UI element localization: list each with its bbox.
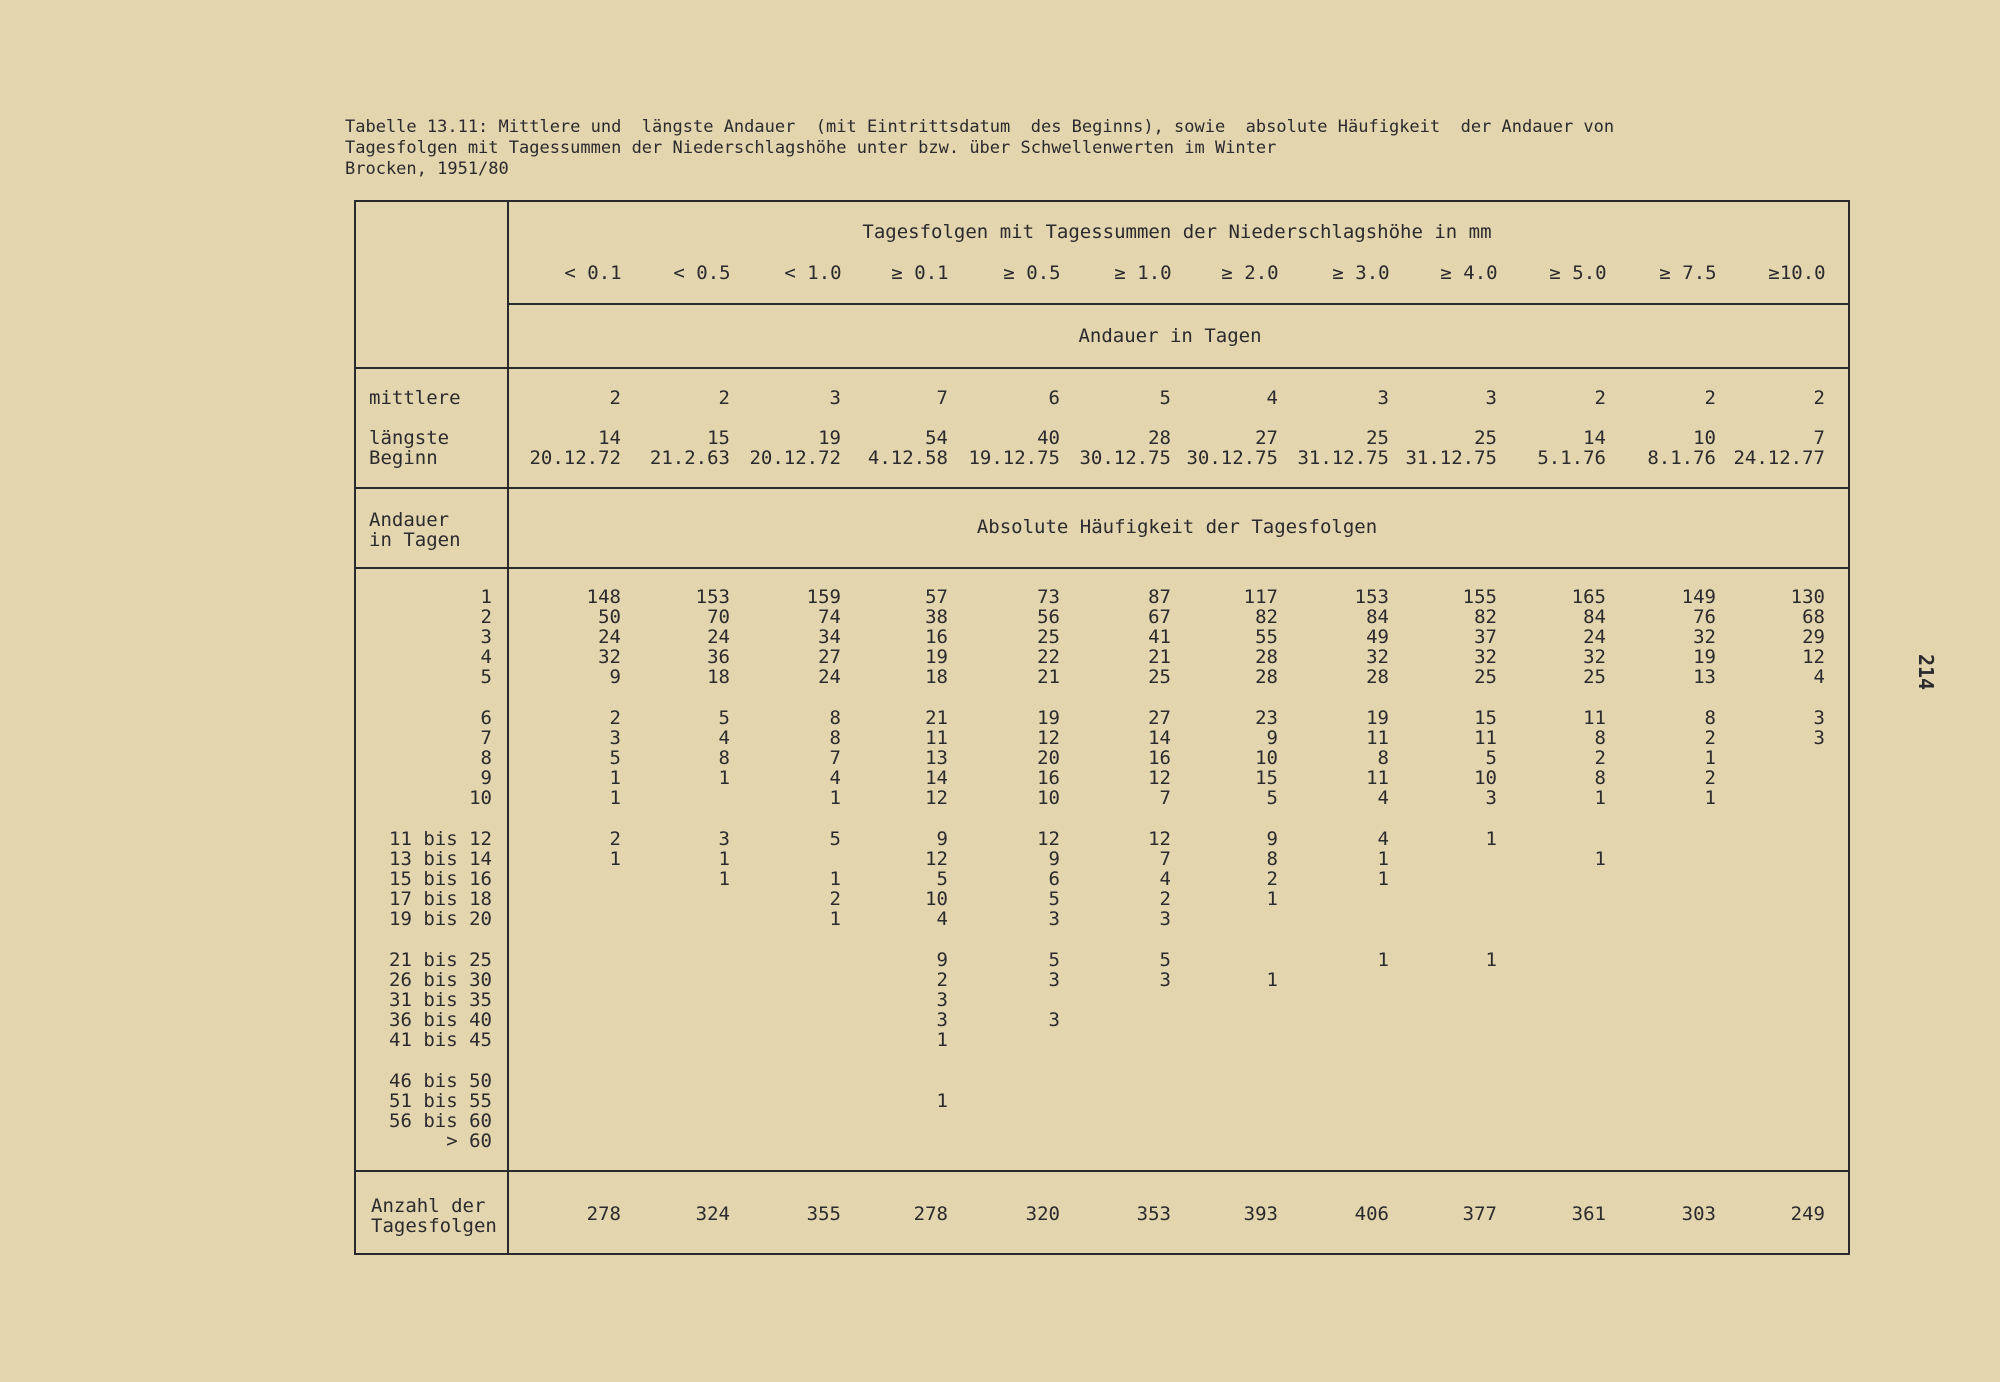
freq-cell: 11 bbox=[1474, 727, 1497, 749]
mittlere-cell: 2 bbox=[1594, 387, 1606, 409]
freq-cell: 7 bbox=[1159, 787, 1171, 809]
freq-row-label: 5 bbox=[480, 666, 492, 688]
freq-row-label: 11 bis 12 bbox=[389, 828, 492, 850]
mittlere-cell: 2 bbox=[1813, 387, 1825, 409]
freq-cell: 34 bbox=[818, 626, 841, 648]
mittlere-cell: 5 bbox=[1159, 387, 1171, 409]
freq-cell: 8 bbox=[1594, 767, 1606, 789]
freq-cell: 1 bbox=[1377, 868, 1389, 890]
freq-cell: 153 bbox=[695, 586, 730, 608]
freq-cell: 24 bbox=[598, 626, 621, 648]
freq-row-label: 4 bbox=[480, 646, 492, 668]
totals-cell: 355 bbox=[806, 1203, 841, 1225]
freq-row-label: 1 bbox=[480, 586, 492, 608]
freq-cell: 21 bbox=[1148, 646, 1171, 668]
freq-cell: 19 bbox=[1037, 707, 1060, 729]
freq-cell: 1 bbox=[829, 908, 841, 930]
freq-cell: 12 bbox=[1148, 767, 1171, 789]
freq-cell: 1 bbox=[1266, 969, 1278, 991]
andauer-title: Andauer in Tagen bbox=[1078, 325, 1262, 347]
freq-cell: 1 bbox=[1377, 848, 1389, 870]
freq-cell: 2 bbox=[1159, 888, 1171, 910]
freq-cell: 1 bbox=[936, 1029, 948, 1051]
freq-cell: 12 bbox=[925, 787, 948, 809]
freq-cell: 27 bbox=[1148, 707, 1171, 729]
freq-cell: 1 bbox=[718, 868, 730, 890]
freq-row-label: 3 bbox=[480, 626, 492, 648]
freq-cell: 24 bbox=[707, 626, 730, 648]
freq-cell: 25 bbox=[1583, 666, 1606, 688]
freq-cell: 8 bbox=[718, 747, 730, 769]
freq-cell: 149 bbox=[1681, 586, 1716, 608]
freq-row-label: 21 bis 25 bbox=[389, 949, 492, 971]
freq-cell: 1 bbox=[1704, 787, 1716, 809]
freq-cell: 11 bbox=[1366, 767, 1389, 789]
laengste-cell: 10 bbox=[1693, 427, 1716, 449]
freq-cell: 1 bbox=[718, 848, 730, 870]
freq-cell: 8 bbox=[1704, 707, 1716, 729]
beginn-label: Beginn bbox=[369, 447, 438, 469]
beginn-cell: 20.12.72 bbox=[749, 447, 841, 469]
freq-cell: 22 bbox=[1037, 646, 1060, 668]
mittlere-cell: 6 bbox=[1048, 387, 1060, 409]
freq-cell: 55 bbox=[1255, 626, 1278, 648]
freq-cell: 15 bbox=[1474, 707, 1497, 729]
freq-row-label: 46 bis 50 bbox=[389, 1070, 492, 1092]
freq-cell: 8 bbox=[1594, 727, 1606, 749]
freq-cell: 11 bbox=[1583, 707, 1606, 729]
freq-row-label: 56 bis 60 bbox=[389, 1110, 492, 1132]
freq-cell: 3 bbox=[1048, 1009, 1060, 1031]
freq-row-label: 9 bbox=[480, 767, 492, 789]
totals-cell: 249 bbox=[1790, 1203, 1825, 1225]
freq-cell: 11 bbox=[1366, 727, 1389, 749]
freq-cell: 16 bbox=[925, 626, 948, 648]
freq-cell: 9 bbox=[1266, 828, 1278, 850]
freq-cell: 1 bbox=[1594, 787, 1606, 809]
mittlere-cell: 2 bbox=[609, 387, 621, 409]
freq-cell: 9 bbox=[936, 949, 948, 971]
freq-row-label: 19 bis 20 bbox=[389, 908, 492, 930]
freq-cell: 49 bbox=[1366, 626, 1389, 648]
freq-cell: 20 bbox=[1037, 747, 1060, 769]
freq-cell: 1 bbox=[829, 868, 841, 890]
laengste-cell: 14 bbox=[1583, 427, 1606, 449]
freq-cell: 4 bbox=[1377, 787, 1389, 809]
freq-cell: 1 bbox=[1485, 828, 1497, 850]
mittlere-cell: 7 bbox=[936, 387, 948, 409]
caption-line-1: Tabelle 13.11: Mittlere und längste Andauer (mit Eintrittsdatum des Beginns), sowie absolute Häufigkeit der Andauer von bbox=[345, 117, 1615, 137]
column-header-3: < 1.0 bbox=[784, 262, 842, 284]
freq-cell: 25 bbox=[1474, 666, 1497, 688]
freq-cell: 7 bbox=[829, 747, 841, 769]
table-outer-border bbox=[355, 201, 1849, 1254]
freq-cell: 5 bbox=[1485, 747, 1497, 769]
freq-cell: 8 bbox=[829, 707, 841, 729]
freq-cell: 16 bbox=[1148, 747, 1171, 769]
freq-cell: 8 bbox=[829, 727, 841, 749]
freq-cell: 76 bbox=[1693, 606, 1716, 628]
freq-row-label: 2 bbox=[480, 606, 492, 628]
freq-row-label-line-1: Andauer bbox=[369, 509, 450, 531]
freq-cell: 38 bbox=[925, 606, 948, 628]
freq-cell: 56 bbox=[1037, 606, 1060, 628]
freq-cell: 5 bbox=[1159, 949, 1171, 971]
freq-cell: 41 bbox=[1148, 626, 1171, 648]
freq-cell: 50 bbox=[598, 606, 621, 628]
freq-cell: 159 bbox=[806, 586, 841, 608]
freq-cell: 82 bbox=[1255, 606, 1278, 628]
beginn-cell: 8.1.76 bbox=[1647, 447, 1716, 469]
freq-row-label: 8 bbox=[480, 747, 492, 769]
freq-cell: 2 bbox=[829, 888, 841, 910]
freq-cell: 1 bbox=[1594, 848, 1606, 870]
freq-cell: 18 bbox=[707, 666, 730, 688]
freq-cell: 57 bbox=[925, 586, 948, 608]
freq-cell: 148 bbox=[586, 586, 621, 608]
freq-cell: 1 bbox=[936, 1090, 948, 1112]
freq-cell: 1 bbox=[1704, 747, 1716, 769]
totals-cell: 278 bbox=[586, 1203, 621, 1225]
freq-cell: 28 bbox=[1366, 666, 1389, 688]
freq-cell: 82 bbox=[1474, 606, 1497, 628]
freq-row-label: 41 bis 45 bbox=[389, 1029, 492, 1051]
totals-cell: 303 bbox=[1681, 1203, 1716, 1225]
totals-label-line-1: Anzahl der bbox=[371, 1195, 486, 1217]
freq-row-label: 10 bbox=[469, 787, 492, 809]
beginn-cell: 21.2.63 bbox=[649, 447, 730, 469]
freq-cell: 6 bbox=[1048, 868, 1060, 890]
freq-cell: 9 bbox=[1266, 727, 1278, 749]
freq-row-label: 13 bis 14 bbox=[389, 848, 492, 870]
freq-section-title: Absolute Häufigkeit der Tagesfolgen bbox=[976, 516, 1378, 538]
freq-cell: 155 bbox=[1462, 586, 1497, 608]
freq-cell: 32 bbox=[1583, 646, 1606, 668]
freq-cell: 117 bbox=[1243, 586, 1278, 608]
column-header-8: ≥ 3.0 bbox=[1332, 262, 1390, 284]
freq-cell: 3 bbox=[1813, 707, 1825, 729]
laengste-cell: 40 bbox=[1037, 427, 1060, 449]
column-header-2: < 0.5 bbox=[673, 262, 731, 284]
column-header-12: ≥10.0 bbox=[1768, 262, 1826, 284]
laengste-cell: 25 bbox=[1366, 427, 1389, 449]
mittlere-label: mittlere bbox=[369, 387, 461, 409]
freq-cell: 5 bbox=[829, 828, 841, 850]
freq-cell: 25 bbox=[1037, 626, 1060, 648]
freq-cell: 4 bbox=[1813, 666, 1825, 688]
freq-row-label: 17 bis 18 bbox=[389, 888, 492, 910]
totals-cell: 361 bbox=[1571, 1203, 1606, 1225]
freq-cell: 27 bbox=[818, 646, 841, 668]
caption-line-3: Brocken, 1951/80 bbox=[345, 159, 509, 179]
freq-cell: 21 bbox=[1037, 666, 1060, 688]
freq-row-label: 36 bis 40 bbox=[389, 1009, 492, 1031]
freq-cell: 19 bbox=[1693, 646, 1716, 668]
freq-cell: 19 bbox=[1366, 707, 1389, 729]
freq-cell: 2 bbox=[1704, 767, 1716, 789]
freq-cell: 12 bbox=[1802, 646, 1825, 668]
freq-cell: 3 bbox=[718, 828, 730, 850]
laengste-cell: 15 bbox=[707, 427, 730, 449]
freq-cell: 9 bbox=[936, 828, 948, 850]
totals-cell: 320 bbox=[1025, 1203, 1060, 1225]
freq-cell: 29 bbox=[1802, 626, 1825, 648]
freq-cell: 12 bbox=[925, 848, 948, 870]
freq-cell: 4 bbox=[1377, 828, 1389, 850]
laengste-cell: 28 bbox=[1148, 427, 1171, 449]
freq-row-label: 15 bis 16 bbox=[389, 868, 492, 890]
freq-cell: 5 bbox=[609, 747, 621, 769]
freq-cell: 12 bbox=[1148, 828, 1171, 850]
beginn-cell: 5.1.76 bbox=[1537, 447, 1606, 469]
freq-row-label: 26 bis 30 bbox=[389, 969, 492, 991]
mittlere-cell: 3 bbox=[829, 387, 841, 409]
freq-cell: 3 bbox=[1048, 908, 1060, 930]
freq-cell: 8 bbox=[1377, 747, 1389, 769]
freq-cell: 37 bbox=[1474, 626, 1497, 648]
freq-cell: 1 bbox=[1266, 888, 1278, 910]
freq-cell: 153 bbox=[1354, 586, 1389, 608]
freq-row-label: 51 bis 55 bbox=[389, 1090, 492, 1112]
freq-row-label: 6 bbox=[480, 707, 492, 729]
mittlere-cell: 2 bbox=[1704, 387, 1716, 409]
mittlere-cell: 3 bbox=[1377, 387, 1389, 409]
freq-cell: 3 bbox=[1159, 969, 1171, 991]
freq-cell: 32 bbox=[1474, 646, 1497, 668]
freq-cell: 5 bbox=[1048, 949, 1060, 971]
freq-cell: 165 bbox=[1571, 586, 1606, 608]
freq-cell: 2 bbox=[1266, 868, 1278, 890]
freq-cell: 2 bbox=[609, 828, 621, 850]
freq-cell: 25 bbox=[1148, 666, 1171, 688]
freq-cell: 3 bbox=[609, 727, 621, 749]
freq-cell: 1 bbox=[1485, 949, 1497, 971]
freq-cell: 68 bbox=[1802, 606, 1825, 628]
freq-cell: 1 bbox=[1377, 949, 1389, 971]
freq-cell: 3 bbox=[1485, 787, 1497, 809]
column-group-title: Tagesfolgen mit Tagessummen der Niederschlagshöhe in mm bbox=[862, 221, 1492, 243]
freq-cell: 23 bbox=[1255, 707, 1278, 729]
freq-cell: 10 bbox=[1474, 767, 1497, 789]
freq-cell: 5 bbox=[1048, 888, 1060, 910]
freq-cell: 9 bbox=[1048, 848, 1060, 870]
column-header-9: ≥ 4.0 bbox=[1440, 262, 1498, 284]
beginn-cell: 20.12.72 bbox=[529, 447, 621, 469]
freq-cell: 84 bbox=[1366, 606, 1389, 628]
beginn-cell: 31.12.75 bbox=[1405, 447, 1497, 469]
freq-cell: 15 bbox=[1255, 767, 1278, 789]
freq-cell: 2 bbox=[1594, 747, 1606, 769]
laengste-cell: 14 bbox=[598, 427, 621, 449]
freq-cell: 14 bbox=[925, 767, 948, 789]
freq-cell: 21 bbox=[925, 707, 948, 729]
laengste-label: längste bbox=[369, 427, 450, 449]
mittlere-cell: 3 bbox=[1485, 387, 1497, 409]
freq-cell: 8 bbox=[1266, 848, 1278, 870]
freq-cell: 67 bbox=[1148, 606, 1171, 628]
freq-cell: 2 bbox=[936, 969, 948, 991]
freq-cell: 12 bbox=[1037, 828, 1060, 850]
freq-cell: 130 bbox=[1790, 586, 1825, 608]
beginn-cell: 4.12.58 bbox=[867, 447, 948, 469]
freq-cell: 3 bbox=[1813, 727, 1825, 749]
freq-cell: 28 bbox=[1255, 646, 1278, 668]
mittlere-cell: 4 bbox=[1266, 387, 1278, 409]
column-header-10: ≥ 5.0 bbox=[1549, 262, 1607, 284]
totals-cell: 278 bbox=[913, 1203, 948, 1225]
column-header-4: ≥ 0.1 bbox=[891, 262, 949, 284]
freq-cell: 73 bbox=[1037, 586, 1060, 608]
column-header-6: ≥ 1.0 bbox=[1114, 262, 1172, 284]
freq-cell: 70 bbox=[707, 606, 730, 628]
laengste-cell: 19 bbox=[818, 427, 841, 449]
mittlere-cell: 2 bbox=[718, 387, 730, 409]
freq-cell: 74 bbox=[818, 606, 841, 628]
freq-cell: 84 bbox=[1583, 606, 1606, 628]
laengste-cell: 54 bbox=[925, 427, 948, 449]
column-header-7: ≥ 2.0 bbox=[1221, 262, 1279, 284]
totals-cell: 324 bbox=[695, 1203, 730, 1225]
laengste-cell: 7 bbox=[1813, 427, 1825, 449]
freq-cell: 10 bbox=[1037, 787, 1060, 809]
totals-cell: 353 bbox=[1136, 1203, 1171, 1225]
freq-cell: 14 bbox=[1148, 727, 1171, 749]
freq-cell: 10 bbox=[925, 888, 948, 910]
freq-cell: 4 bbox=[829, 767, 841, 789]
freq-cell: 32 bbox=[1366, 646, 1389, 668]
freq-row-label: 31 bis 35 bbox=[389, 989, 492, 1011]
freq-cell: 10 bbox=[1255, 747, 1278, 769]
freq-cell: 3 bbox=[936, 1009, 948, 1031]
freq-cell: 24 bbox=[1583, 626, 1606, 648]
freq-cell: 18 bbox=[925, 666, 948, 688]
freq-cell: 11 bbox=[925, 727, 948, 749]
page-number: 214 bbox=[1914, 653, 1939, 691]
totals-cell: 393 bbox=[1243, 1203, 1278, 1225]
beginn-cell: 24.12.77 bbox=[1733, 447, 1825, 469]
freq-cell: 2 bbox=[1704, 727, 1716, 749]
freq-cell: 12 bbox=[1037, 727, 1060, 749]
freq-cell: 4 bbox=[718, 727, 730, 749]
totals-cell: 406 bbox=[1354, 1203, 1389, 1225]
freq-cell: 19 bbox=[925, 646, 948, 668]
freq-cell: 13 bbox=[925, 747, 948, 769]
freq-cell: 28 bbox=[1255, 666, 1278, 688]
freq-cell: 1 bbox=[609, 767, 621, 789]
beginn-cell: 30.12.75 bbox=[1079, 447, 1171, 469]
totals-cell: 377 bbox=[1462, 1203, 1497, 1225]
freq-cell: 1 bbox=[829, 787, 841, 809]
column-header-1: < 0.1 bbox=[564, 262, 622, 284]
laengste-cell: 25 bbox=[1474, 427, 1497, 449]
caption-line-2: Tagesfolgen mit Tagessummen der Niederschlagshöhe unter bzw. über Schwellenwerten im Winter bbox=[345, 138, 1277, 158]
freq-cell: 3 bbox=[936, 989, 948, 1011]
beginn-cell: 30.12.75 bbox=[1186, 447, 1278, 469]
freq-cell: 36 bbox=[707, 646, 730, 668]
freq-row-label: 7 bbox=[480, 727, 492, 749]
freq-cell: 1 bbox=[609, 787, 621, 809]
freq-cell: 9 bbox=[609, 666, 621, 688]
freq-cell: 16 bbox=[1037, 767, 1060, 789]
beginn-cell: 19.12.75 bbox=[968, 447, 1060, 469]
freq-cell: 24 bbox=[818, 666, 841, 688]
totals-label-line-2: Tagesfolgen bbox=[371, 1215, 497, 1237]
freq-cell: 5 bbox=[718, 707, 730, 729]
freq-cell: 5 bbox=[1266, 787, 1278, 809]
freq-cell: 87 bbox=[1148, 586, 1171, 608]
freq-cell: 4 bbox=[1159, 868, 1171, 890]
freq-cell: 13 bbox=[1693, 666, 1716, 688]
freq-cell: 5 bbox=[936, 868, 948, 890]
freq-row-label: > 60 bbox=[446, 1130, 492, 1152]
freq-cell: 1 bbox=[609, 848, 621, 870]
column-header-5: ≥ 0.5 bbox=[1003, 262, 1061, 284]
laengste-cell: 27 bbox=[1255, 427, 1278, 449]
freq-cell: 1 bbox=[718, 767, 730, 789]
column-header-11: ≥ 7.5 bbox=[1659, 262, 1717, 284]
freq-cell: 3 bbox=[1159, 908, 1171, 930]
beginn-cell: 31.12.75 bbox=[1297, 447, 1389, 469]
freq-row-label-line-2: in Tagen bbox=[369, 529, 461, 551]
freq-cell: 32 bbox=[1693, 626, 1716, 648]
freq-cell: 7 bbox=[1159, 848, 1171, 870]
freq-cell: 32 bbox=[598, 646, 621, 668]
freq-cell: 2 bbox=[609, 707, 621, 729]
freq-cell: 4 bbox=[936, 908, 948, 930]
freq-cell: 3 bbox=[1048, 969, 1060, 991]
